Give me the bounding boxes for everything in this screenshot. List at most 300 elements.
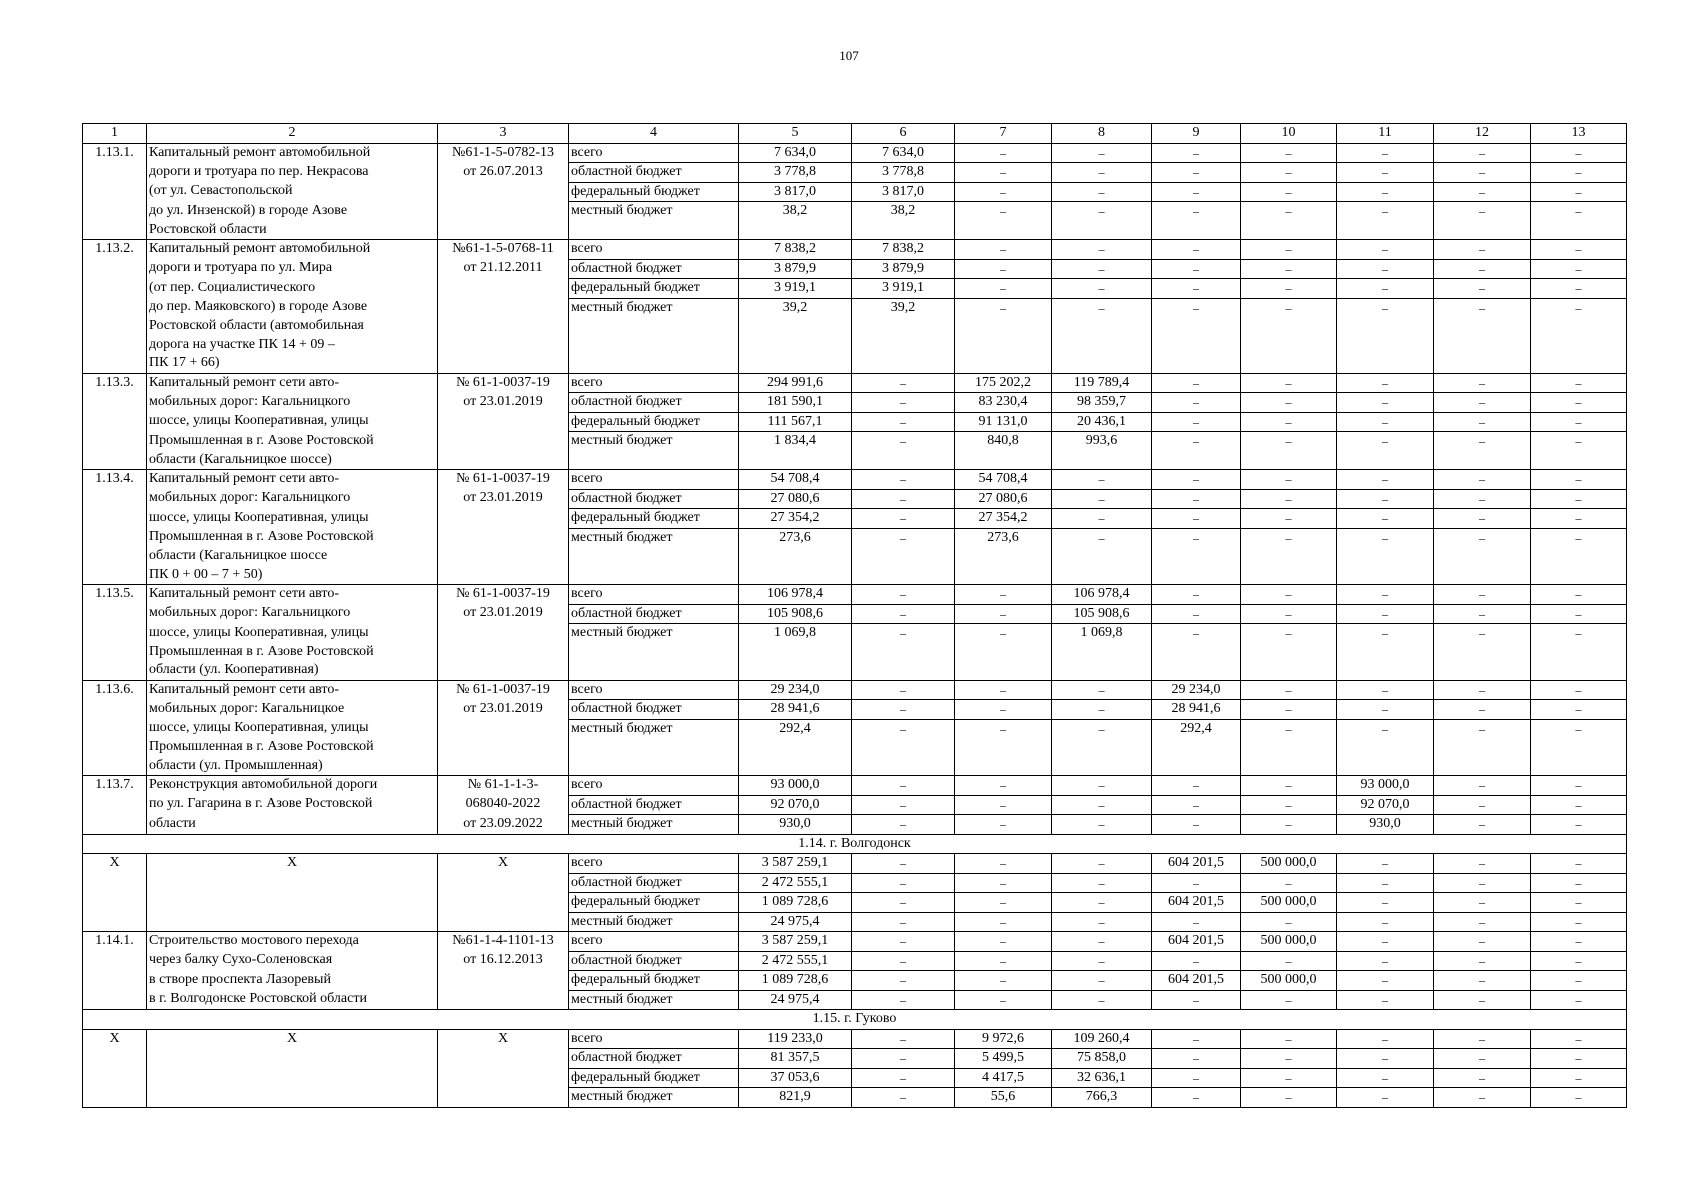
amount-cell: –: [955, 240, 1052, 260]
table-row: [83, 738, 1627, 757]
amount-cell: –: [1531, 240, 1627, 260]
funding-source: всего: [569, 470, 739, 490]
amount-cell: [739, 451, 852, 470]
amount-cell: 930,0: [739, 815, 852, 835]
item-number: [83, 298, 147, 317]
table-row: [83, 566, 1627, 585]
amount-cell: –: [852, 1029, 955, 1049]
amount-cell: –: [1434, 893, 1531, 913]
amount-cell: –: [1337, 240, 1434, 260]
item-number: [83, 432, 147, 451]
amount-cell: –: [1152, 182, 1241, 202]
amount-cell: –: [1152, 528, 1241, 547]
funding-source: всего: [569, 680, 739, 700]
amount-cell: 29 234,0: [739, 680, 852, 700]
amount-cell: –: [1241, 163, 1337, 183]
amount-cell: –: [852, 795, 955, 815]
amount-cell: [955, 547, 1052, 566]
amount-cell: –: [1152, 604, 1241, 624]
amount-cell: –: [1052, 680, 1152, 700]
amount-cell: –: [1434, 240, 1531, 260]
table-body: [83, 124, 1627, 1108]
amount-cell: –: [1241, 528, 1337, 547]
document-line: [438, 317, 569, 336]
amount-cell: –: [1152, 509, 1241, 529]
item-name-line: мобильных дорог: Кагальницкого: [147, 393, 438, 413]
amount-cell: –: [1152, 1068, 1241, 1088]
document-line: 068040-2022: [438, 795, 569, 815]
amount-cell: [1152, 317, 1241, 336]
funding-source: всего: [569, 854, 739, 874]
section-row: [83, 1010, 1627, 1030]
amount-cell: –: [852, 412, 955, 432]
amount-cell: [852, 354, 955, 373]
page-number: 107: [839, 48, 859, 63]
amount-cell: –: [1052, 528, 1152, 547]
amount-cell: –: [1434, 143, 1531, 163]
amount-cell: 105 908,6: [1052, 604, 1152, 624]
amount-cell: –: [1241, 1068, 1337, 1088]
document-line: №61-1-4-1101-13: [438, 932, 569, 952]
document-line: от 16.12.2013: [438, 951, 569, 971]
document-line: [438, 990, 569, 1010]
amount-cell: –: [1434, 373, 1531, 393]
funding-source: федеральный бюджет: [569, 279, 739, 299]
item-number: [83, 182, 147, 202]
amount-cell: –: [1434, 719, 1531, 738]
amount-cell: –: [1531, 528, 1627, 547]
item-number: [83, 489, 147, 509]
document-line: [438, 182, 569, 202]
amount-cell: 3 879,9: [852, 259, 955, 279]
amount-cell: –: [1152, 585, 1241, 605]
amount-cell: –: [1337, 680, 1434, 700]
amount-cell: –: [1337, 604, 1434, 624]
document-line: [438, 1068, 569, 1088]
amount-cell: –: [1531, 854, 1627, 874]
amount-cell: [1337, 451, 1434, 470]
amount-cell: –: [1337, 202, 1434, 221]
amount-cell: –: [1052, 143, 1152, 163]
funding-source: [569, 336, 739, 355]
document-line: № 61-1-0037-19: [438, 373, 569, 393]
amount-cell: –: [1434, 912, 1531, 932]
table-row: [83, 1088, 1627, 1108]
item-number: [83, 738, 147, 757]
amount-cell: [1241, 547, 1337, 566]
amount-cell: 27 080,6: [955, 489, 1052, 509]
document-line: [438, 661, 569, 680]
amount-cell: 604 201,5: [1152, 971, 1241, 991]
document-line: [438, 566, 569, 585]
table-row: [83, 279, 1627, 299]
amount-cell: –: [1337, 163, 1434, 183]
document-line: от 23.01.2019: [438, 700, 569, 720]
amount-cell: 294 991,6: [739, 373, 852, 393]
amount-cell: –: [1434, 470, 1531, 490]
amount-cell: –: [852, 470, 955, 490]
funding-source: областной бюджет: [569, 163, 739, 183]
item-number: [83, 202, 147, 221]
amount-cell: 20 436,1: [1052, 412, 1152, 432]
item-name-line: Ростовской области: [147, 221, 438, 240]
document-line: от 23.09.2022: [438, 815, 569, 835]
amount-cell: 2 472 555,1: [739, 951, 852, 971]
amount-cell: –: [1337, 893, 1434, 913]
amount-cell: –: [955, 776, 1052, 796]
amount-cell: –: [1434, 873, 1531, 893]
amount-cell: –: [852, 373, 955, 393]
amount-cell: –: [1052, 298, 1152, 317]
amount-cell: –: [955, 912, 1052, 932]
amount-cell: –: [1531, 202, 1627, 221]
amount-cell: –: [955, 298, 1052, 317]
amount-cell: 24 975,4: [739, 990, 852, 1010]
amount-cell: –: [1152, 470, 1241, 490]
amount-cell: 111 567,1: [739, 412, 852, 432]
item-name-line: Строительство мостового перехода: [147, 932, 438, 952]
amount-cell: [1337, 738, 1434, 757]
item-number: 1.13.6.: [83, 680, 147, 700]
amount-cell: [1434, 317, 1531, 336]
document-line: [438, 451, 569, 470]
funding-source: [569, 317, 739, 336]
funding-source: [569, 547, 739, 566]
table-row: [83, 182, 1627, 202]
amount-cell: –: [1434, 393, 1531, 413]
document-line: № 61-1-0037-19: [438, 470, 569, 490]
amount-cell: –: [1241, 776, 1337, 796]
table-row: [83, 317, 1627, 336]
document-line: Х: [438, 854, 569, 874]
item-name-line: Капитальный ремонт автомобильной: [147, 143, 438, 163]
amount-cell: [852, 757, 955, 776]
amount-cell: –: [1052, 470, 1152, 490]
amount-cell: –: [955, 680, 1052, 700]
amount-cell: –: [1241, 624, 1337, 643]
item-name-line: [147, 873, 438, 893]
amount-cell: [1337, 757, 1434, 776]
amount-cell: –: [1337, 1068, 1434, 1088]
amount-cell: [1241, 643, 1337, 662]
table-row: [83, 604, 1627, 624]
amount-cell: –: [1052, 182, 1152, 202]
amount-cell: –: [1241, 700, 1337, 720]
document-line: [438, 1049, 569, 1069]
table-row: [83, 873, 1627, 893]
amount-cell: 175 202,2: [955, 373, 1052, 393]
amount-cell: –: [1241, 873, 1337, 893]
amount-cell: 840,8: [955, 432, 1052, 451]
amount-cell: [1337, 221, 1434, 240]
amount-cell: [1152, 661, 1241, 680]
amount-cell: 604 201,5: [1152, 854, 1241, 874]
amount-cell: [739, 738, 852, 757]
table-row: [83, 893, 1627, 913]
amount-cell: –: [1434, 279, 1531, 299]
amount-cell: –: [1052, 893, 1152, 913]
column-header: 2: [147, 124, 438, 144]
funding-source: областной бюджет: [569, 795, 739, 815]
funding-source: федеральный бюджет: [569, 971, 739, 991]
amount-cell: –: [955, 163, 1052, 183]
item-name-line: [147, 1088, 438, 1108]
item-name-line: Промышленная в г. Азове Ростовской: [147, 738, 438, 757]
amount-cell: –: [1241, 951, 1337, 971]
amount-cell: 292,4: [1152, 719, 1241, 738]
amount-cell: –: [1052, 873, 1152, 893]
amount-cell: –: [1052, 240, 1152, 260]
item-number: [83, 259, 147, 279]
amount-cell: –: [852, 971, 955, 991]
amount-cell: –: [1434, 412, 1531, 432]
amount-cell: [739, 643, 852, 662]
amount-cell: –: [1152, 240, 1241, 260]
amount-cell: 9 972,6: [955, 1029, 1052, 1049]
document-line: [438, 893, 569, 913]
amount-cell: –: [1241, 1088, 1337, 1108]
amount-cell: 39,2: [739, 298, 852, 317]
item-name-line: до пер. Маяковского) в городе Азове: [147, 298, 438, 317]
amount-cell: –: [1531, 700, 1627, 720]
funding-source: областной бюджет: [569, 700, 739, 720]
amount-cell: –: [852, 1068, 955, 1088]
amount-cell: 821,9: [739, 1088, 852, 1108]
amount-cell: 27 354,2: [739, 509, 852, 529]
table-row: [83, 700, 1627, 720]
item-number: [83, 795, 147, 815]
amount-cell: [1434, 738, 1531, 757]
funding-source: местный бюджет: [569, 990, 739, 1010]
table-row: [83, 776, 1627, 796]
amount-cell: –: [1531, 393, 1627, 413]
item-number: [83, 873, 147, 893]
amount-cell: 500 000,0: [1241, 893, 1337, 913]
document-line: [438, 298, 569, 317]
funding-source: [569, 738, 739, 757]
table-row: [83, 1049, 1627, 1069]
item-name-line: области (Кагальницкое шоссе): [147, 451, 438, 470]
amount-cell: –: [1152, 143, 1241, 163]
amount-cell: –: [1052, 719, 1152, 738]
amount-cell: –: [1052, 700, 1152, 720]
item-number: [83, 624, 147, 643]
amount-cell: 105 908,6: [739, 604, 852, 624]
amount-cell: –: [955, 854, 1052, 874]
funding-source: [569, 221, 739, 240]
amount-cell: [852, 643, 955, 662]
amount-cell: [1241, 221, 1337, 240]
funding-source: местный бюджет: [569, 624, 739, 643]
amount-cell: [1052, 354, 1152, 373]
table-row: [83, 221, 1627, 240]
amount-cell: [852, 566, 955, 585]
amount-cell: –: [852, 990, 955, 1010]
amount-cell: 500 000,0: [1241, 932, 1337, 952]
amount-cell: –: [1052, 279, 1152, 299]
amount-cell: –: [852, 776, 955, 796]
document-line: [438, 202, 569, 221]
amount-cell: 81 357,5: [739, 1049, 852, 1069]
amount-cell: [1052, 661, 1152, 680]
table-row: [83, 432, 1627, 451]
table-row: [83, 489, 1627, 509]
amount-cell: –: [1531, 680, 1627, 700]
section-title: 1.14. г. Волгодонск: [83, 834, 1627, 854]
amount-cell: –: [1152, 163, 1241, 183]
document-line: от 21.12.2011: [438, 259, 569, 279]
item-number: [83, 547, 147, 566]
item-number: [83, 700, 147, 720]
amount-cell: 7 634,0: [852, 143, 955, 163]
column-header: 4: [569, 124, 739, 144]
table-row: [83, 240, 1627, 260]
item-name-line: [147, 912, 438, 932]
amount-cell: –: [1152, 373, 1241, 393]
amount-cell: [1052, 547, 1152, 566]
table-row: [83, 202, 1627, 221]
item-name-line: [147, 1068, 438, 1088]
item-name-line: Капитальный ремонт автомобильной: [147, 240, 438, 260]
document-line: № 61-1-0037-19: [438, 585, 569, 605]
amount-cell: [852, 221, 955, 240]
amount-cell: [1337, 643, 1434, 662]
amount-cell: 1 834,4: [739, 432, 852, 451]
amount-cell: –: [1434, 202, 1531, 221]
item-number: [83, 893, 147, 913]
item-number: [83, 912, 147, 932]
column-header: 7: [955, 124, 1052, 144]
amount-cell: [1434, 661, 1531, 680]
funding-source: [569, 354, 739, 373]
amount-cell: [955, 221, 1052, 240]
amount-cell: –: [1241, 604, 1337, 624]
amount-cell: –: [1152, 1049, 1241, 1069]
document-line: [438, 432, 569, 451]
item-name-line: [147, 893, 438, 913]
item-number: [83, 354, 147, 373]
amount-cell: –: [955, 585, 1052, 605]
amount-cell: 93 000,0: [739, 776, 852, 796]
amount-cell: –: [1337, 624, 1434, 643]
amount-cell: [1531, 738, 1627, 757]
item-number: [83, 719, 147, 738]
item-name-line: в г. Волгодонске Ростовской области: [147, 990, 438, 1010]
amount-cell: [1152, 336, 1241, 355]
amount-cell: [955, 661, 1052, 680]
amount-cell: –: [1052, 971, 1152, 991]
amount-cell: [955, 566, 1052, 585]
table-row: [83, 912, 1627, 932]
table-row: [83, 470, 1627, 490]
document-line: [438, 643, 569, 662]
amount-cell: 83 230,4: [955, 393, 1052, 413]
item-name-line: шоссе, улицы Кооперативная, улицы: [147, 509, 438, 529]
table-row: [83, 298, 1627, 317]
amount-cell: –: [1531, 873, 1627, 893]
amount-cell: –: [1337, 1049, 1434, 1069]
amount-cell: [955, 354, 1052, 373]
amount-cell: [1241, 317, 1337, 336]
funding-source: [569, 566, 739, 585]
document-line: [438, 624, 569, 643]
amount-cell: –: [955, 279, 1052, 299]
amount-cell: 500 000,0: [1241, 971, 1337, 991]
amount-cell: 1 069,8: [1052, 624, 1152, 643]
item-number: [83, 528, 147, 547]
column-header: 10: [1241, 124, 1337, 144]
amount-cell: –: [1337, 1088, 1434, 1108]
item-name-line: по ул. Гагарина в г. Азове Ростовской: [147, 795, 438, 815]
amount-cell: –: [852, 854, 955, 874]
table-row: [83, 719, 1627, 738]
amount-cell: [1241, 757, 1337, 776]
amount-cell: [1152, 354, 1241, 373]
document-line: [438, 719, 569, 738]
document-line: № 61-1-1-3-: [438, 776, 569, 796]
amount-cell: –: [1152, 259, 1241, 279]
document-line: [438, 336, 569, 355]
amount-cell: [955, 757, 1052, 776]
amount-cell: [1152, 643, 1241, 662]
amount-cell: –: [955, 259, 1052, 279]
amount-cell: –: [1241, 719, 1337, 738]
amount-cell: –: [955, 700, 1052, 720]
amount-cell: –: [1531, 719, 1627, 738]
item-name-line: мобильных дорог: Кагальницкое: [147, 700, 438, 720]
document-line: №61-1-5-0782-13: [438, 143, 569, 163]
column-header: 5: [739, 124, 852, 144]
table-row: [83, 354, 1627, 373]
table-row: [83, 528, 1627, 547]
amount-cell: –: [1052, 854, 1152, 874]
item-number: [83, 509, 147, 529]
document-line: [438, 757, 569, 776]
amount-cell: –: [1152, 815, 1241, 835]
amount-cell: 930,0: [1337, 815, 1434, 835]
amount-cell: –: [955, 719, 1052, 738]
amount-cell: 604 201,5: [1152, 893, 1241, 913]
amount-cell: –: [955, 182, 1052, 202]
amount-cell: –: [852, 1088, 955, 1108]
amount-cell: [739, 221, 852, 240]
amount-cell: –: [955, 990, 1052, 1010]
item-name-line: Капитальный ремонт сети авто-: [147, 680, 438, 700]
funding-source: местный бюджет: [569, 719, 739, 738]
amount-cell: –: [1241, 489, 1337, 509]
amount-cell: –: [1531, 143, 1627, 163]
amount-cell: –: [1241, 509, 1337, 529]
amount-cell: 604 201,5: [1152, 932, 1241, 952]
item-number: [83, 393, 147, 413]
table-row: [83, 163, 1627, 183]
amount-cell: –: [1531, 1049, 1627, 1069]
funding-source: федеральный бюджет: [569, 893, 739, 913]
funding-source: областной бюджет: [569, 951, 739, 971]
amount-cell: [1434, 221, 1531, 240]
amount-cell: –: [1434, 971, 1531, 991]
table-row: [83, 509, 1627, 529]
item-number: [83, 815, 147, 835]
amount-cell: [955, 451, 1052, 470]
amount-cell: –: [852, 700, 955, 720]
amount-cell: –: [1531, 470, 1627, 490]
item-number: [83, 757, 147, 776]
table-row: [83, 336, 1627, 355]
table-row: [83, 547, 1627, 566]
document-line: [438, 221, 569, 240]
amount-cell: –: [1531, 990, 1627, 1010]
